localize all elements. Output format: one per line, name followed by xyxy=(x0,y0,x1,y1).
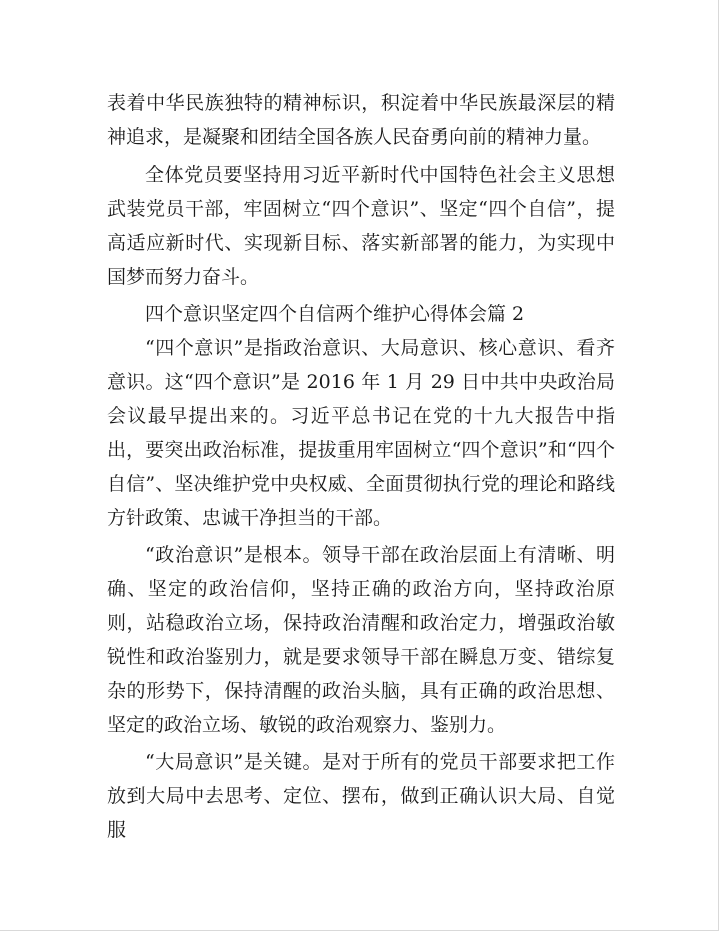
paragraph-political-consciousness: “政治意识”是根本。领导干部在政治层面上有清晰、明确、坚定的政治信仰，坚持正确的政治方向，坚持政治原则，站稳政治立场，保持政治清醒和政治定力，增强政治敏锐性和政治鉴别力，就是要求领导干部在瞬息万变、错综复杂的形势下，保持清醒的政治头脑，具有正确的政治思想、坚定的政治立场、敏锐的政治观察力、鉴别力。 xyxy=(107,544,615,736)
document-body xyxy=(107,86,615,847)
section-heading: 四个意识坚定四个自信两个维护心得体会篇 2 xyxy=(145,303,525,325)
paragraph-party-members: 全体党员要坚持用习近平新时代中国特色社会主义思想武装党员干部，牢固树立“四个意识”、坚定“四个自信”，提高适应新时代、实现新目标、落实新部署的能力，为实现中国梦而努力奋斗。 xyxy=(107,164,615,288)
paragraph-overall-consciousness: “大局意识”是关键。是对于所有的党员干部要求把工作放到大局中去思考、定位、摆布，做到正确认识大局、自觉服 xyxy=(107,751,615,841)
paragraph-continuation: 表着中华民族独特的精神标识，积淀着中华民族最深层的精神追求，是凝聚和团结全国各族人民奋勇向前的精神力量。 xyxy=(107,92,615,148)
paragraph-four-consciousness: “四个意识”是指政治意识、大局意识、核心意识、看齐意识。这“四个意识”是 2016 年 1 月 29 日中共中央政治局会议最早提出来的。习近平总书记在党的十九大报告中指出，要突出政治标准，提拔重用牢固树立“四个意识”和“四个自信”、坚决维护党中央权威、全面贯彻执行党的理论和路线方针政策、忠诚干净担当的干部。 xyxy=(107,337,615,529)
